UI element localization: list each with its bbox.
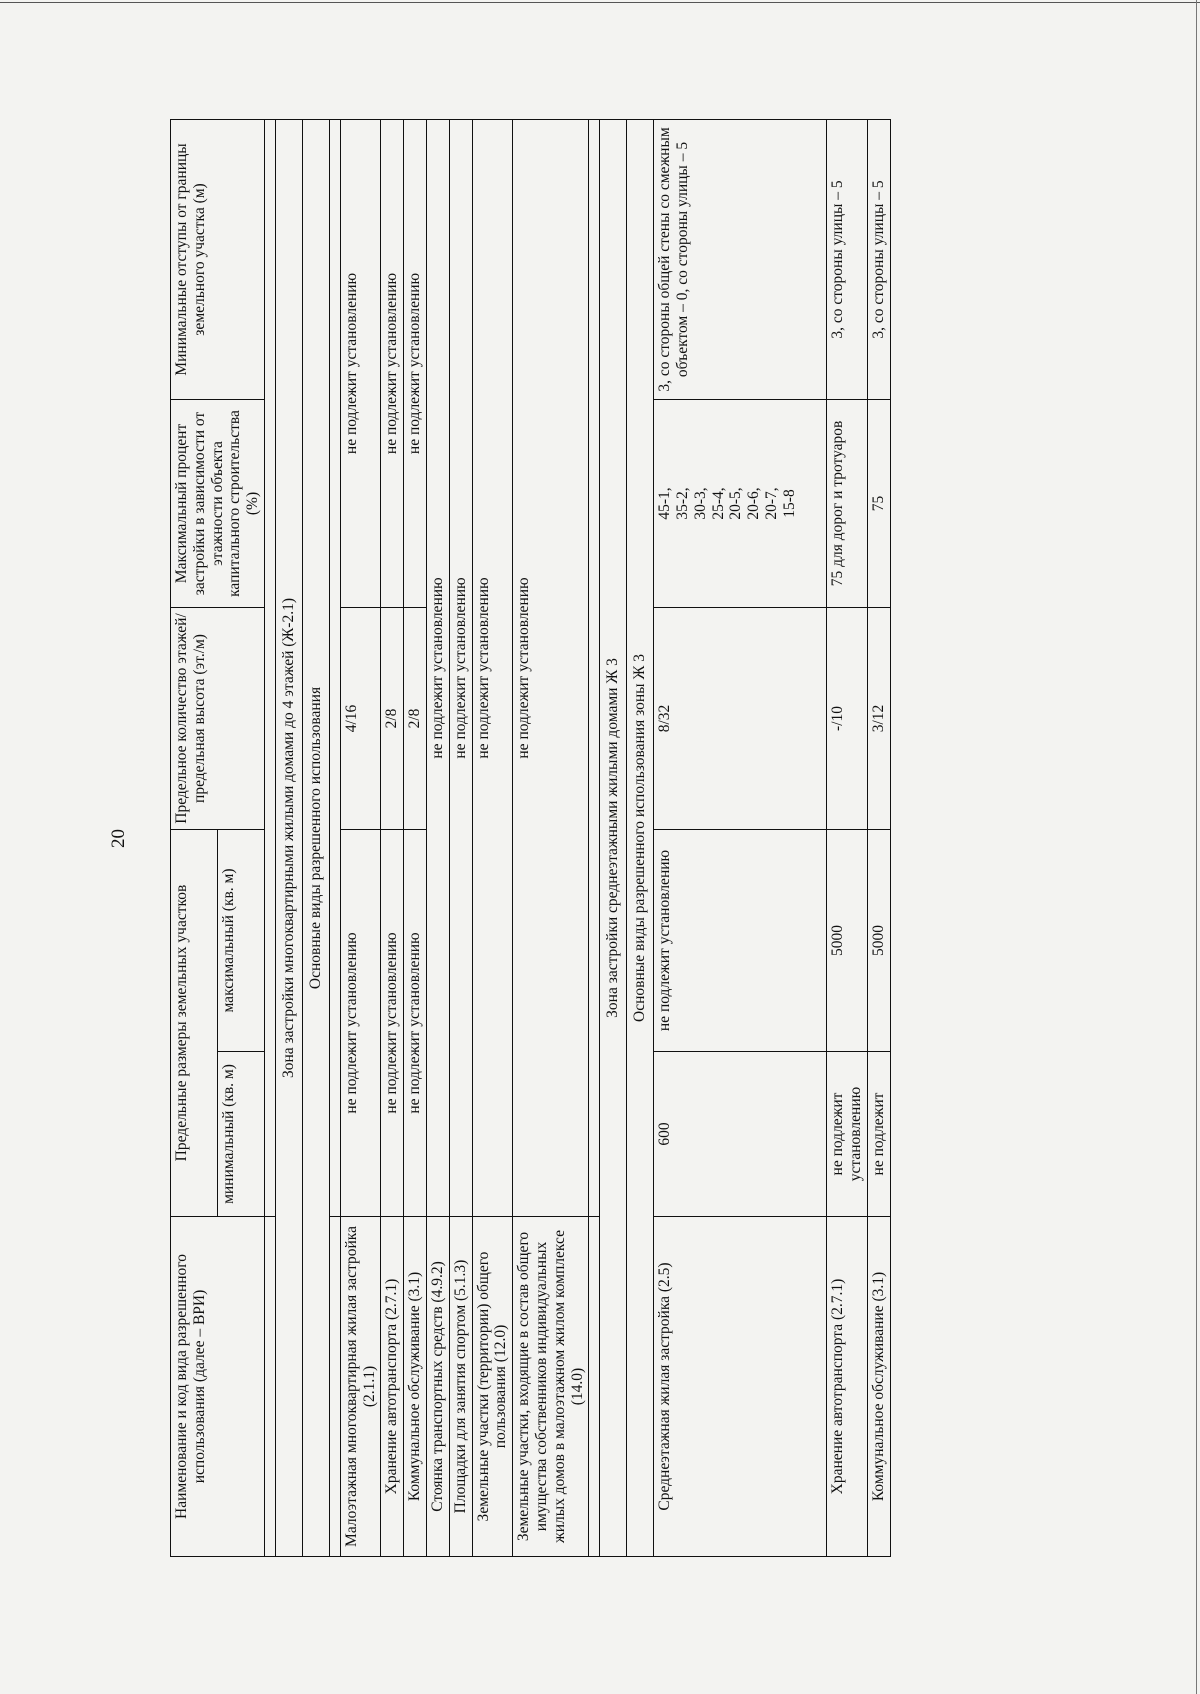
row-name: Коммунальное обслуживание (3.1) [867, 1217, 890, 1557]
row-max: не подлежит установлению [654, 829, 827, 1051]
row-floors: -/10 [827, 607, 868, 829]
row-rest: не подлежит установлению [381, 119, 404, 607]
row-name: Малоэтажная многоквартирная жилая застройка (2.1.1) [340, 1217, 381, 1557]
row-name: Земельные участки, входящие в состав общего имущества собственников индивидуальных жилых домов в малоэтажном жилом комплексе (14.0) [513, 1217, 589, 1557]
row-all: не подлежит установлению [513, 119, 589, 1216]
table-row [426, 119, 449, 1556]
zone1-subtitle: Основные виды разрешенного использования [302, 119, 329, 1556]
zone-title-row [600, 119, 627, 1556]
percent-item: 25-4, [709, 487, 727, 520]
row-max: 5000 [827, 829, 868, 1051]
table-row [472, 119, 513, 1556]
header-row [171, 119, 218, 1556]
row-setbacks: 3, со стороны улицы – 5 [867, 119, 890, 399]
header-floors: Предельное количество этажей/ предельная высота (эт./м) [171, 607, 265, 829]
row-all: не подлежит установлению [426, 119, 449, 1216]
header-name: Наименование и код вида разрешенного использования (далее – ВРИ) [171, 1217, 265, 1557]
zone2-title: Зона застройки среднеэтажными жилыми домами Ж 3 [600, 119, 627, 1556]
spacer-row [329, 119, 340, 1556]
table-row [513, 119, 589, 1556]
row-min: 600 [654, 1052, 827, 1217]
row-floors: 2/8 [404, 607, 427, 829]
row-floors: 4/16 [340, 607, 381, 829]
table-row [404, 119, 427, 1556]
row-all: не подлежит установлению [449, 119, 472, 1216]
row-sizes: не подлежит установлению [404, 829, 427, 1216]
row-percent: 75 для дорог и тротуаров [827, 399, 868, 607]
zone-subtitle-row [627, 119, 654, 1556]
percent-item: 15-8 [780, 489, 798, 518]
percent-item: 20-5, [727, 487, 745, 520]
percent-item: 35-2, [673, 487, 691, 520]
row-name: Коммунальное обслуживание (3.1) [404, 1217, 427, 1557]
table-row [827, 119, 868, 1556]
row-name: Хранение автотранспорта (2.7.1) [827, 1217, 868, 1557]
percent-item: 20-7, [762, 487, 780, 520]
spacer-row [589, 119, 600, 1556]
row-name: Среднеэтажная жилая застройка (2.5) [654, 1217, 827, 1557]
table-row [449, 119, 472, 1556]
percent-item: 20-6, [745, 487, 763, 520]
header-percent: Максимальный процент застройки в зависимости от этажности объекта капитального строительства (%) [171, 399, 265, 607]
zone2-subtitle: Основные виды разрешенного использования зоны Ж 3 [627, 119, 654, 1556]
table-row [381, 119, 404, 1556]
row-name: Площадки для занятия спортом (5.1.3) [449, 1217, 472, 1557]
row-floors: 2/8 [381, 607, 404, 829]
row-sizes: не подлежит установлению [340, 829, 381, 1216]
row-percent: 75 [867, 399, 890, 607]
row-floors: 8/32 [654, 607, 827, 829]
table-row [340, 119, 381, 1556]
row-rest: не подлежит установлению [340, 119, 381, 607]
row-floors: 3/12 [867, 607, 890, 829]
table-row [654, 119, 827, 1556]
spacer-row [265, 119, 276, 1556]
page-number: 20 [108, 829, 129, 848]
row-sizes: не подлежит установлению [381, 829, 404, 1216]
row-rest: не подлежит установлению [404, 119, 427, 607]
row-all: не подлежит установлению [472, 119, 513, 1216]
row-min: не подлежит установлению [827, 1052, 868, 1217]
header-min: минимальный (кв. м) [218, 1052, 265, 1217]
land-use-regulations-table [170, 119, 891, 1557]
rotated-page-content [108, 120, 1130, 1557]
header-max: максимальный (кв. м) [218, 829, 265, 1051]
row-name: Стоянка транспортных средств (4.9.2) [426, 1217, 449, 1557]
zone-subtitle-row [302, 119, 329, 1556]
row-max: 5000 [867, 829, 890, 1051]
percent-item: 30-3, [691, 487, 709, 520]
header-setbacks: Минимальные отступы от границы земельного участка (м) [171, 119, 265, 399]
row-name: Земельные участки (территории) общего пользования (12.0) [472, 1217, 513, 1557]
zone-title-row [276, 119, 303, 1556]
percent-item: 45-1, [656, 487, 674, 520]
row-name: Хранение автотранспорта (2.7.1) [381, 1217, 404, 1557]
row-setbacks: 3, со стороны общей стены со смежным объектом – 0, со стороны улицы – 5 [654, 119, 827, 399]
table-row [867, 119, 890, 1556]
header-plot-sizes: Предельные размеры земельных участков [171, 829, 218, 1216]
row-percent [654, 399, 827, 607]
row-min: не подлежит [867, 1052, 890, 1217]
row-setbacks: 3, со стороны улицы – 5 [827, 119, 868, 399]
zone1-title: Зона застройки многоквартирными жилыми домами до 4 этажей (Ж-2.1) [276, 119, 303, 1556]
